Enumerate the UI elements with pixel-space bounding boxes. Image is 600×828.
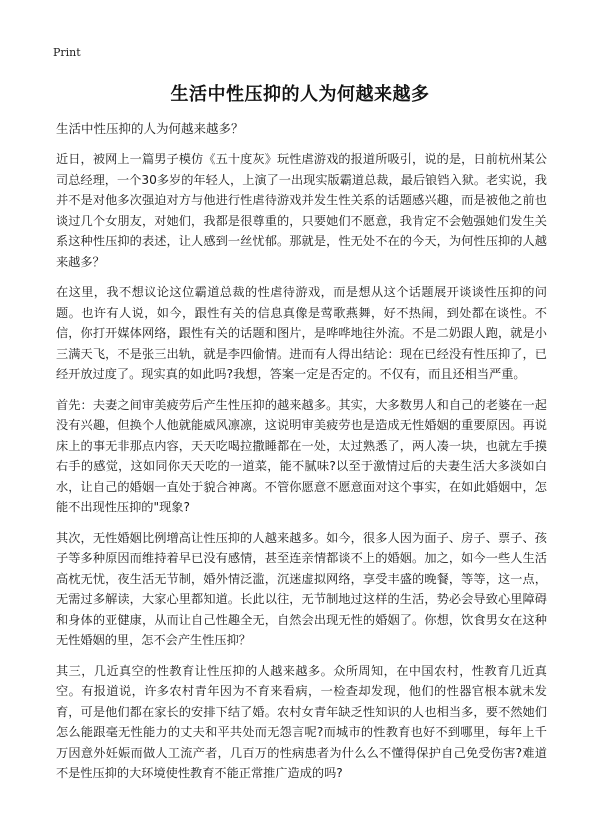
article-body [56,119,547,794]
print-link[interactable]: Print [53,46,81,59]
paragraph-3: 首先：夫妻之间审美疲劳后产生性压抑的越来越多。其实，大多数男人和自己的老婆在一起没有兴趣，但换个人他就能威风凛凛，这说明审美疲劳也是造成无性婚姻的重要原因。再说床上的事无非那点内容，天天吃喝拉撒睡都在一处，太过熟悉了，两人凑一块，也就左手摸右手的感觉，这如同你天天吃的一道菜，能不腻味?以至于激情过后的夫妻生活大多淡如白水，让自己的婚姻一直处于貌合神离。不管你愿意不愿意面对这个事实，在如此婚姻中，怎能不出现性压抑的"现象? [56,397,547,514]
article-subtitle: 生活中性压抑的人为何越来越多？ [56,121,244,136]
paragraph-5: 其三，几近真空的性教育让性压抑的人越来越多。众所周知，在中国农村，性教育几近真空。有报道说，许多农村青年因为不育来看病，一检查却发现，他们的性器官根本就未发育，可是他们都在家长的安排下结了婚。农村女青年缺乏性知识的人也相当多，要不然她们怎么能跟毫无性能力的丈夫和平共处而无怨言呢?而城市的性教育也好不到哪里，每年上千万因意外妊娠而做人工流产者，几百万的性病患者为什么么不懂得保护自己免受伤害?难道不是性压抑的大环境使性教育不能正常推广造成的吗? [56,663,547,780]
paragraph-4: 其次，无性婚姻比例增高让性压抑的人越来越多。如今，很多人因为面子、房子、票子、孩子等多种原因而维持着早已没有感情，甚至连亲情都谈不上的婚姻。加之，如今一些人生活高枕无忧，夜生活无节制，婚外情泛滥，沉迷虚拟网络，享受丰盛的晚餐，等等，这一点，无需过多解读，大家心里都知道。长此以往，无节制地过这样的生活，势必会导致心里障碍和身体的亚健康，从而让自己性趣全无，自然会出现无性的婚姻了。你想，饮食男女在这种无性婚姻的里，怎不会产生性压抑？ [56,530,547,647]
page-title: 生活中性压抑的人为何越来越多 [170,84,430,105]
paragraph-1: 近日，被网上一篇男子模仿《五十度灰》玩性虐游戏的报道所吸引，说的是，日前杭州某公司总经理，一个30多岁的年轻人，上演了一出现实版霸道总裁，最后锒铛入狱。老实说，我并不是对他多次强迫对方与他进行性虐待游戏并发生性关系的话题感兴趣，而是被他之前也谈过几个女朋友，对她们，我都是很尊重的，只要她们不愿意，我肯定不会勉强她们发生关系这种性压抑的表述，让人感到一丝忧郁。那就是，性无处不在的今天，为何性压抑的人越来越多？ [56,152,547,269]
paragraph-2: 在这里，我不想议论这位霸道总裁的性虐待游戏，而是想从这个话题展开谈谈性压抑的问题。也许有人说，如今，跟性有关的信息真像是莺歌燕舞，好不热闹，到处都在谈性。不信，你打开媒体网络，跟性有关的话题和图片，是哗哗地往外流。不是二奶跟人跑，就是小三满天飞，不是张三出轨，就是李四偷情。进而有人得出结论：现在已经没有性压抑了，已经开放过度了。现实真的如此吗?我想，答案一定是否定的。不仅有，而且还相当严重。 [56,285,547,381]
